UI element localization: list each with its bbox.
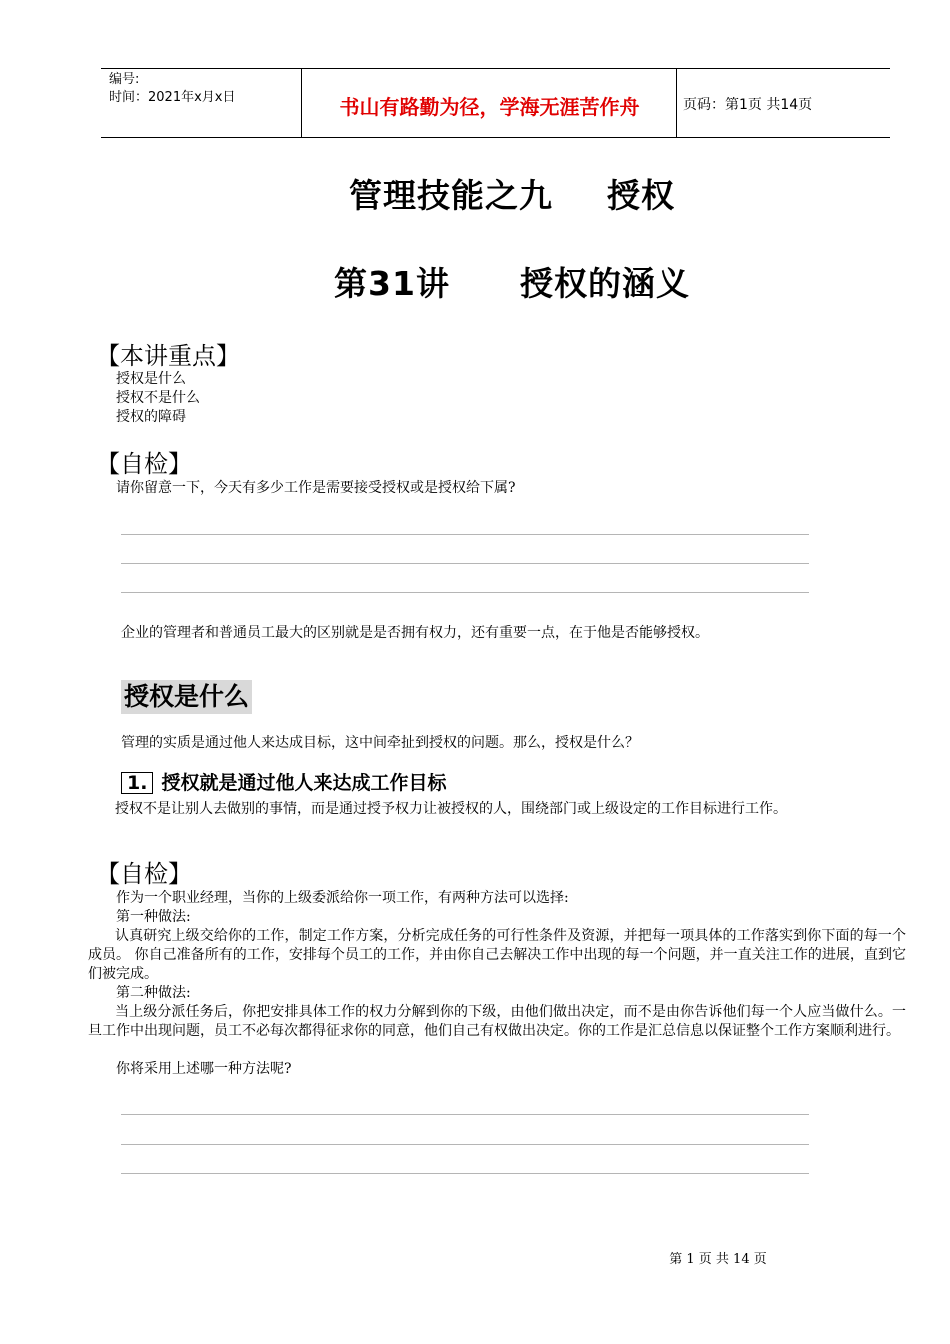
header-meta	[109, 71, 235, 107]
page-header-table	[101, 68, 890, 138]
answer-line	[121, 1173, 809, 1174]
answer-line	[121, 1114, 809, 1115]
chapter-title	[0, 170, 950, 217]
lecture-title	[0, 258, 950, 305]
self-check-intro: 作为一个职业经理，当你的上级委派给你一项工作，有两种方法可以选择:	[116, 890, 569, 906]
key-point-item: 授权是什么	[116, 371, 186, 387]
subsection-heading	[121, 772, 446, 794]
method2-label: 第二种做法:	[116, 985, 191, 1001]
self-check-question-2: 你将采用上述哪一种方法呢?	[116, 1061, 292, 1077]
header-page-info: 页码：第1页 共14页	[683, 97, 813, 113]
answer-line	[121, 592, 809, 593]
subsection-text: 授权不是让别人去做别的事情，而是通过授予权力让被授权的人，围绕部门或上级设定的工作目标进行工作。	[115, 801, 787, 817]
header-divider-1	[301, 69, 302, 137]
section-title: 授权是什么	[121, 680, 252, 714]
subsection-number: 1.	[121, 772, 153, 794]
method1-label: 第一种做法:	[116, 909, 191, 925]
method2-text: 当上级分派任务后，你把安排具体工作的权力分解到你的下级，由他们做出决定，而不是由你告诉他们每一个人应当做什么。一旦工作中出现问题，员工不必每次都得征求你的同意，他们自己有权做出决定。你的工作是汇总信息以保证整个工作方案顺利进行。	[88, 1004, 906, 1039]
lecture-title-left: 第31讲	[334, 264, 450, 303]
key-points-heading: 【本讲重点】	[96, 342, 240, 370]
chapter-title-right: 授权	[607, 176, 675, 215]
answer-line	[121, 534, 809, 535]
answer-line	[121, 1144, 809, 1145]
subsection-title: 授权就是通过他人来达成工作目标	[161, 772, 447, 794]
key-point-item: 授权不是什么	[116, 390, 200, 406]
answer-line	[121, 563, 809, 564]
method1-text: 认真研究上级交给你的工作，制定工作方案，分析完成任务的可行性条件及资源，并把每一项具体的工作落实到你下面的每一个成员。 你自己准备所有的工作，安排每个员工的工作，并由你自己去解决工作中出现的每一个问题，并一直关注工作的进展，直到它们被完成。	[88, 928, 906, 982]
chapter-title-left: 管理技能之九	[349, 176, 553, 215]
lecture-title-right: 授权的涵义	[519, 264, 690, 303]
key-point-item: 授权的障碍	[116, 409, 186, 425]
header-motto: 书山有路勤为径，学海无涯苦作舟	[339, 95, 640, 119]
header-time-label: 时间：2021年x月x日	[109, 90, 236, 105]
page-footer: 第 1 页 共 14 页	[669, 1252, 767, 1267]
header-number-label: 编号:	[109, 72, 140, 87]
self-check-heading-2: 【自检】	[96, 860, 192, 888]
intro-paragraph: 企业的管理者和普通员工最大的区别就是是否拥有权力，还有重要一点，在于他是否能够授权。	[121, 625, 709, 641]
self-check-heading: 【自检】	[96, 450, 192, 478]
section-lead: 管理的实质是通过他人来达成目标，这中间牵扯到授权的问题。那么，授权是什么？	[121, 735, 639, 751]
header-divider-2	[676, 69, 677, 137]
self-check-question: 请你留意一下，今天有多少工作是需要接受授权或是授权给下属?	[116, 480, 516, 496]
